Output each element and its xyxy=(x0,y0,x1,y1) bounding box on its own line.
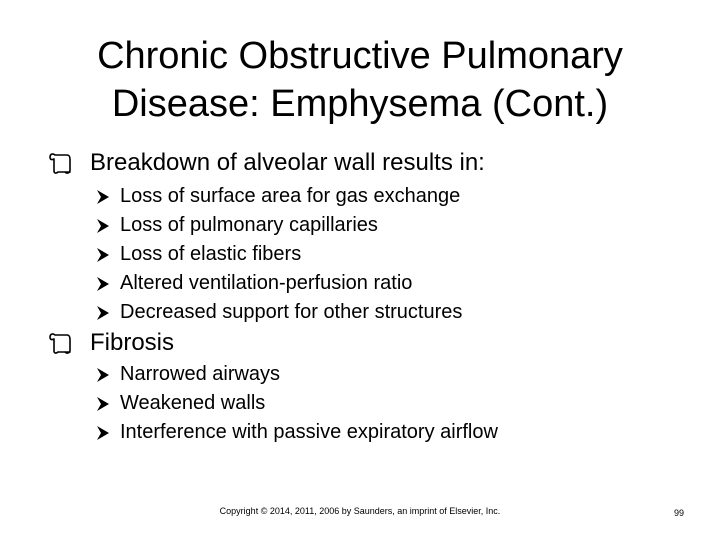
slide-title xyxy=(40,32,680,128)
arrowhead-bullet-icon xyxy=(96,425,110,441)
arrowhead-bullet-icon xyxy=(96,276,110,292)
arrowhead-bullet-icon xyxy=(96,218,110,234)
arrowhead-bullet-icon xyxy=(96,247,110,263)
sub-item-text: Narrowed airways xyxy=(120,363,281,385)
sub-item-text: Weakened walls xyxy=(120,392,266,414)
copyright-footer: Copyright © 2014, 2011, 2006 by Saunders, an imprint of Elsevier, Inc. xyxy=(219,506,501,516)
sub-item-text: Loss of surface area for gas exchange xyxy=(120,185,461,207)
arrowhead-bullet-icon xyxy=(96,367,110,383)
scroll-bullet-icon xyxy=(44,148,74,178)
sub-item-text: Loss of elastic fibers xyxy=(120,243,302,265)
scroll-bullet-icon xyxy=(44,328,74,358)
page-number: 99 xyxy=(673,508,684,518)
arrowhead-bullet-icon xyxy=(96,305,110,321)
bullet-text: Fibrosis xyxy=(90,329,175,356)
arrowhead-bullet-icon xyxy=(96,396,110,412)
sub-item-text: Loss of pulmonary capillaries xyxy=(120,214,378,236)
sub-item-text: Decreased support for other structures xyxy=(120,301,463,323)
arrowhead-bullet-icon xyxy=(96,189,110,205)
slide-title-line-2: Disease: Emphysema (Cont.) xyxy=(111,83,609,125)
sub-item-text: Altered ventilation-perfusion ratio xyxy=(120,272,413,294)
slide-title-line-1: Chronic Obstructive Pulmonary xyxy=(97,35,623,77)
sub-item-text: Interference with passive expiratory airflow xyxy=(120,421,498,443)
bullet-text: Breakdown of alveolar wall results in: xyxy=(90,149,485,176)
